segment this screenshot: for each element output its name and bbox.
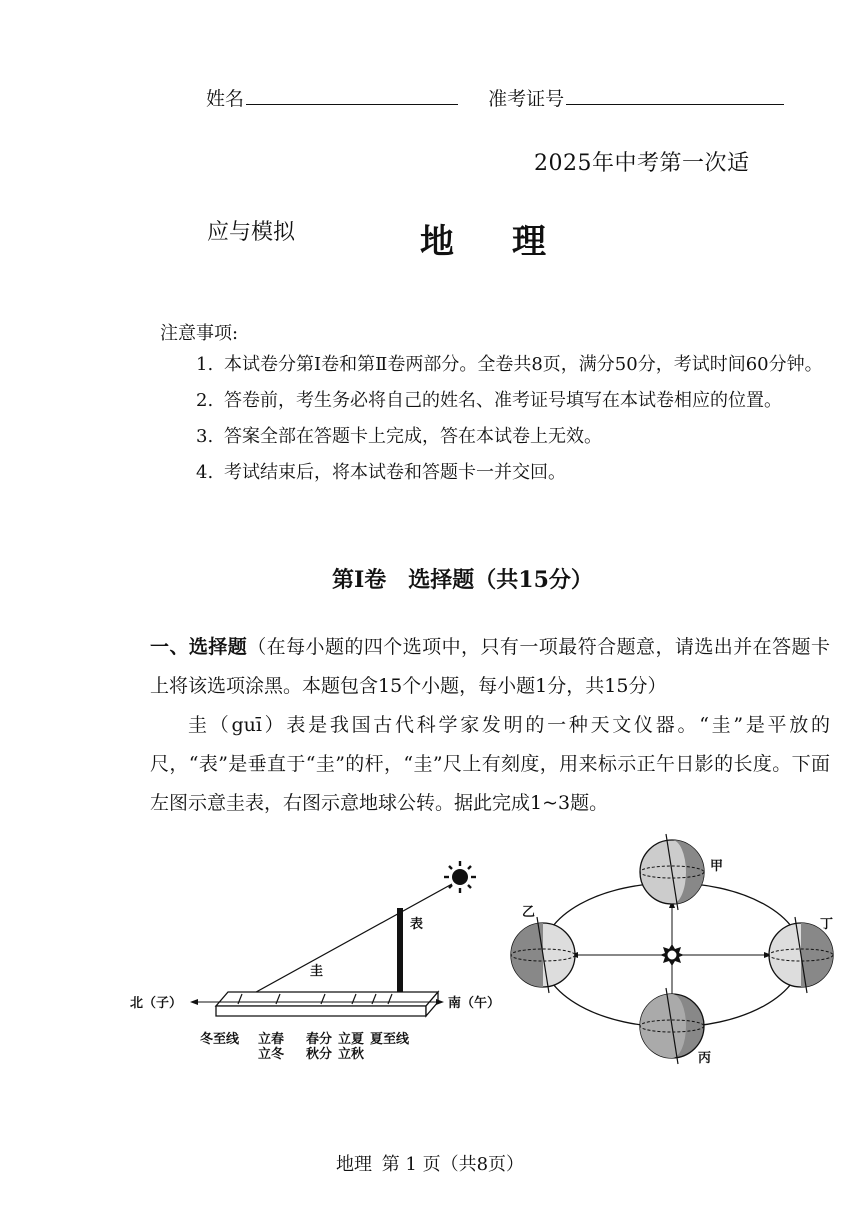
tick-label-lichun: 立春: [258, 1032, 285, 1047]
tick-label-liqiu: 立秋: [338, 1047, 365, 1062]
question-block: [150, 628, 830, 823]
earth-bing: [640, 988, 711, 1066]
page-footer: [0, 1150, 860, 1176]
question-instruction: [150, 628, 830, 706]
figures-svg: [120, 830, 840, 1070]
notice-number: 2.: [196, 390, 214, 411]
notice-item: [196, 455, 836, 491]
notice-number: 1.: [196, 354, 214, 375]
subject-title: 地理: [420, 222, 604, 262]
north-label: 北（子）: [130, 996, 183, 1011]
earth-yi: [511, 905, 575, 993]
south-arrow-icon: [436, 999, 444, 1005]
notice-item: [196, 347, 836, 383]
name-blank: [246, 103, 458, 105]
central-sun-icon: [660, 944, 684, 966]
label-jia: 甲: [710, 859, 724, 874]
tick-label-lidong: 立冬: [258, 1047, 285, 1062]
question-stem: 圭（guī）表是我国古代科学家发明的一种天文仪器。“圭”是平放的尺，“表”是垂直于“圭”的杆，“圭”尺上有刻度，用来标示正午日影的长度。下面左图示意圭表，右图示意地球公转。据此完成1~3题。: [150, 714, 830, 814]
name-label: 姓名: [206, 88, 245, 110]
gui-label: 圭: [310, 964, 324, 979]
label-ding: 丁: [820, 917, 834, 932]
notice-heading: 注意事项:: [160, 323, 239, 344]
notice-list: [196, 347, 836, 491]
gui-base-top: [216, 992, 438, 1006]
tick-label-lixia: 立夏: [338, 1032, 365, 1047]
tick-label-xiazhi: 夏至线: [370, 1032, 410, 1047]
notice-text: 考试结束后，将本试卷和答题卡一并交回。: [224, 462, 566, 483]
south-label: 南（午）: [448, 996, 501, 1011]
gnomon-pole: [397, 908, 403, 1003]
candidate-info-line: [206, 84, 784, 111]
exam-title-line2: 应与模拟: [207, 220, 296, 245]
gui-base-front: [216, 1006, 426, 1016]
label-bing: 丙: [698, 1051, 712, 1066]
sun-ray-line: [238, 884, 452, 1002]
notice-text: 本试卷分第Ⅰ卷和第Ⅱ卷两部分。全卷共8页，满分50分，考试时间60分钟。: [224, 354, 823, 375]
earth-ding: [769, 917, 833, 993]
earth-jia: [640, 834, 723, 910]
gnomon-figure: [130, 861, 500, 1062]
question-type-label: 一、选择题: [150, 636, 248, 658]
revolution-figure: [511, 834, 833, 1066]
ticket-label: 准考证号: [488, 88, 565, 110]
exam-title-line1: 2025年中考第一次适: [534, 151, 750, 176]
sun-icon: [444, 861, 476, 893]
tick-label-chunfen: 春分: [306, 1032, 333, 1047]
notice-text: 答案全部在答题卡上完成，答在本试卷上无效。: [224, 426, 602, 447]
label-yi: 乙: [522, 905, 536, 920]
gnomon-label: 表: [410, 917, 424, 932]
section-title: 第Ⅰ卷 选择题（共15分）: [332, 567, 593, 593]
tick-label-qiufen: 秋分: [306, 1047, 333, 1062]
footer-subject: 地理: [335, 1154, 372, 1175]
figure-area: [120, 830, 840, 1070]
notice-item: [196, 419, 836, 455]
notice-number: 3.: [196, 426, 214, 447]
ticket-blank: [566, 103, 784, 105]
notice-number: 4.: [196, 462, 214, 483]
question-instruction-text: （在每小题的四个选项中，只有一项最符合题意，请选出并在答题卡上将该选项涂黑。本题包含15个小题，每小题1分，共15分）: [150, 636, 830, 697]
tick-label-dongzhi: 冬至线: [200, 1032, 240, 1047]
notice-text: 答卷前，考生务必将自己的姓名、准考证号填写在本试卷相应的位置。: [224, 390, 782, 411]
notice-item: [196, 383, 836, 419]
north-arrow-icon: [190, 999, 198, 1005]
footer-page-info: 第 1 页（共8页）: [381, 1154, 525, 1175]
